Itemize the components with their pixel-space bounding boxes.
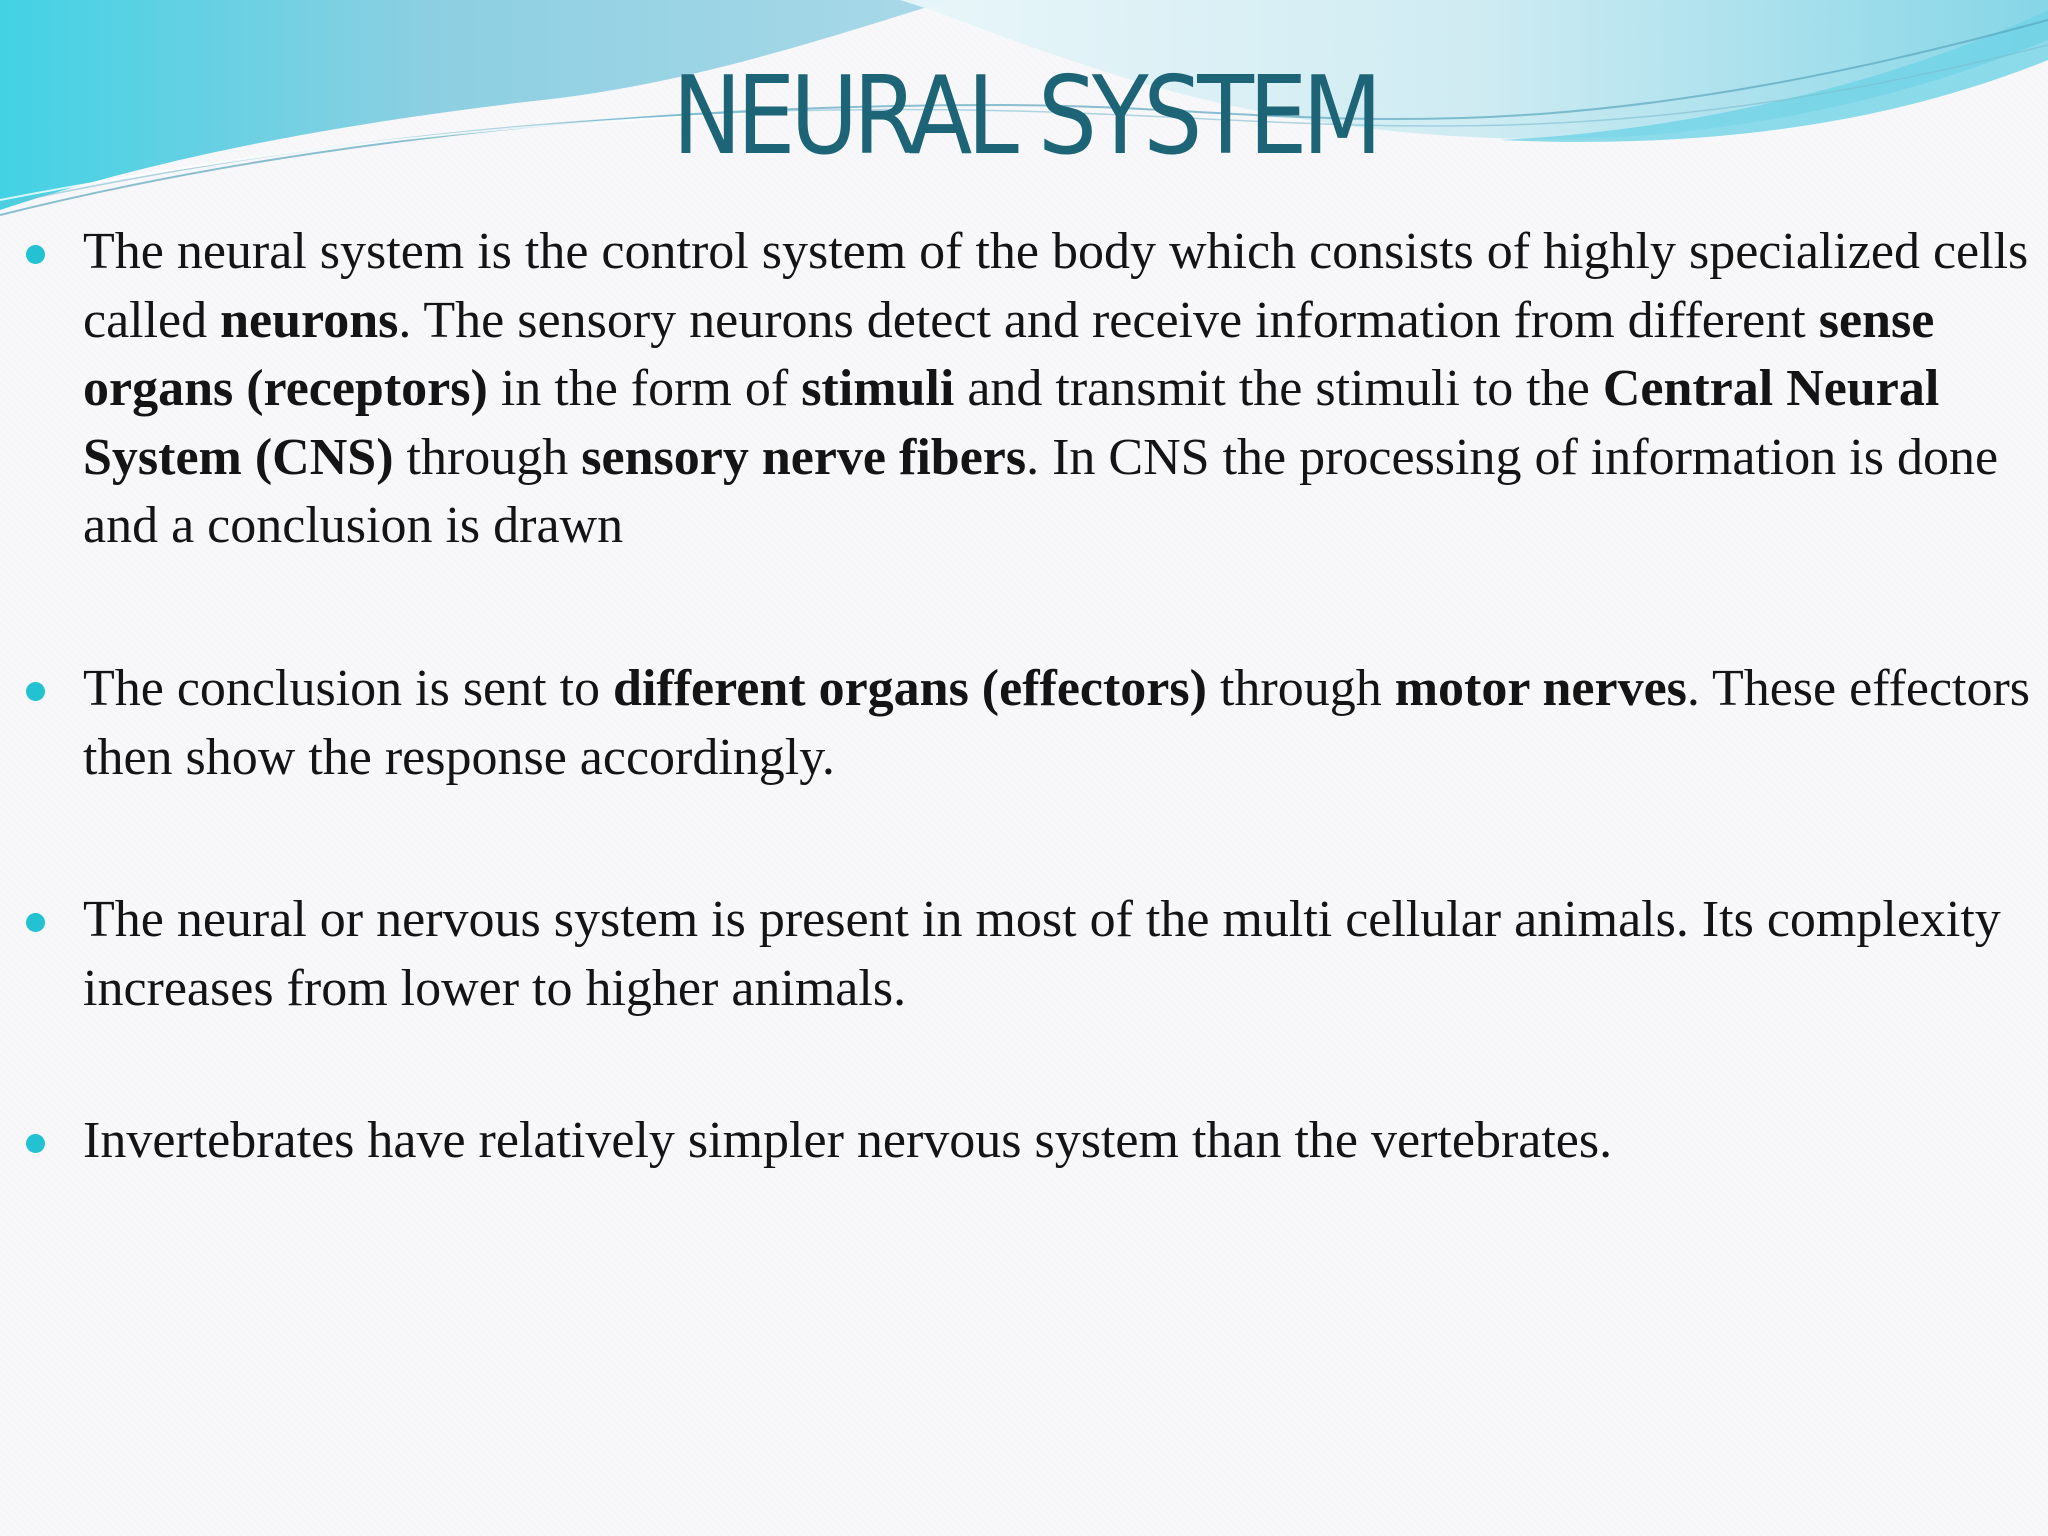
bullet-dot-icon	[26, 913, 45, 932]
bullet-item: The conclusion is sent to different organs (effectors) through motor nerves. These effectors then show the response accordingly.	[83, 655, 2033, 792]
bullet-item: Invertebrates have relatively simpler nervous system than the vertebrates.	[83, 1107, 2033, 1176]
bullet-item: The neural system is the control system of the body which consists of highly specialized cells called neurons. The sensory neurons detect and receive information from different sense organs (receptors) in the form of stimuli and transmit the stimuli to the Central Neural System (CNS) through sensory nerve fibers. In CNS the processing of information is done and a conclusion is drawn	[83, 218, 2033, 561]
slide-title: NEURAL SYSTEM	[672, 54, 1378, 179]
bullet-dot-icon	[26, 682, 45, 701]
bullet-item: The neural or nervous system is present in most of the multi cellular animals. Its complexity increases from lower to higher animals.	[83, 886, 2033, 1023]
bullet-dot-icon	[26, 245, 45, 264]
bullet-dot-icon	[26, 1134, 45, 1153]
